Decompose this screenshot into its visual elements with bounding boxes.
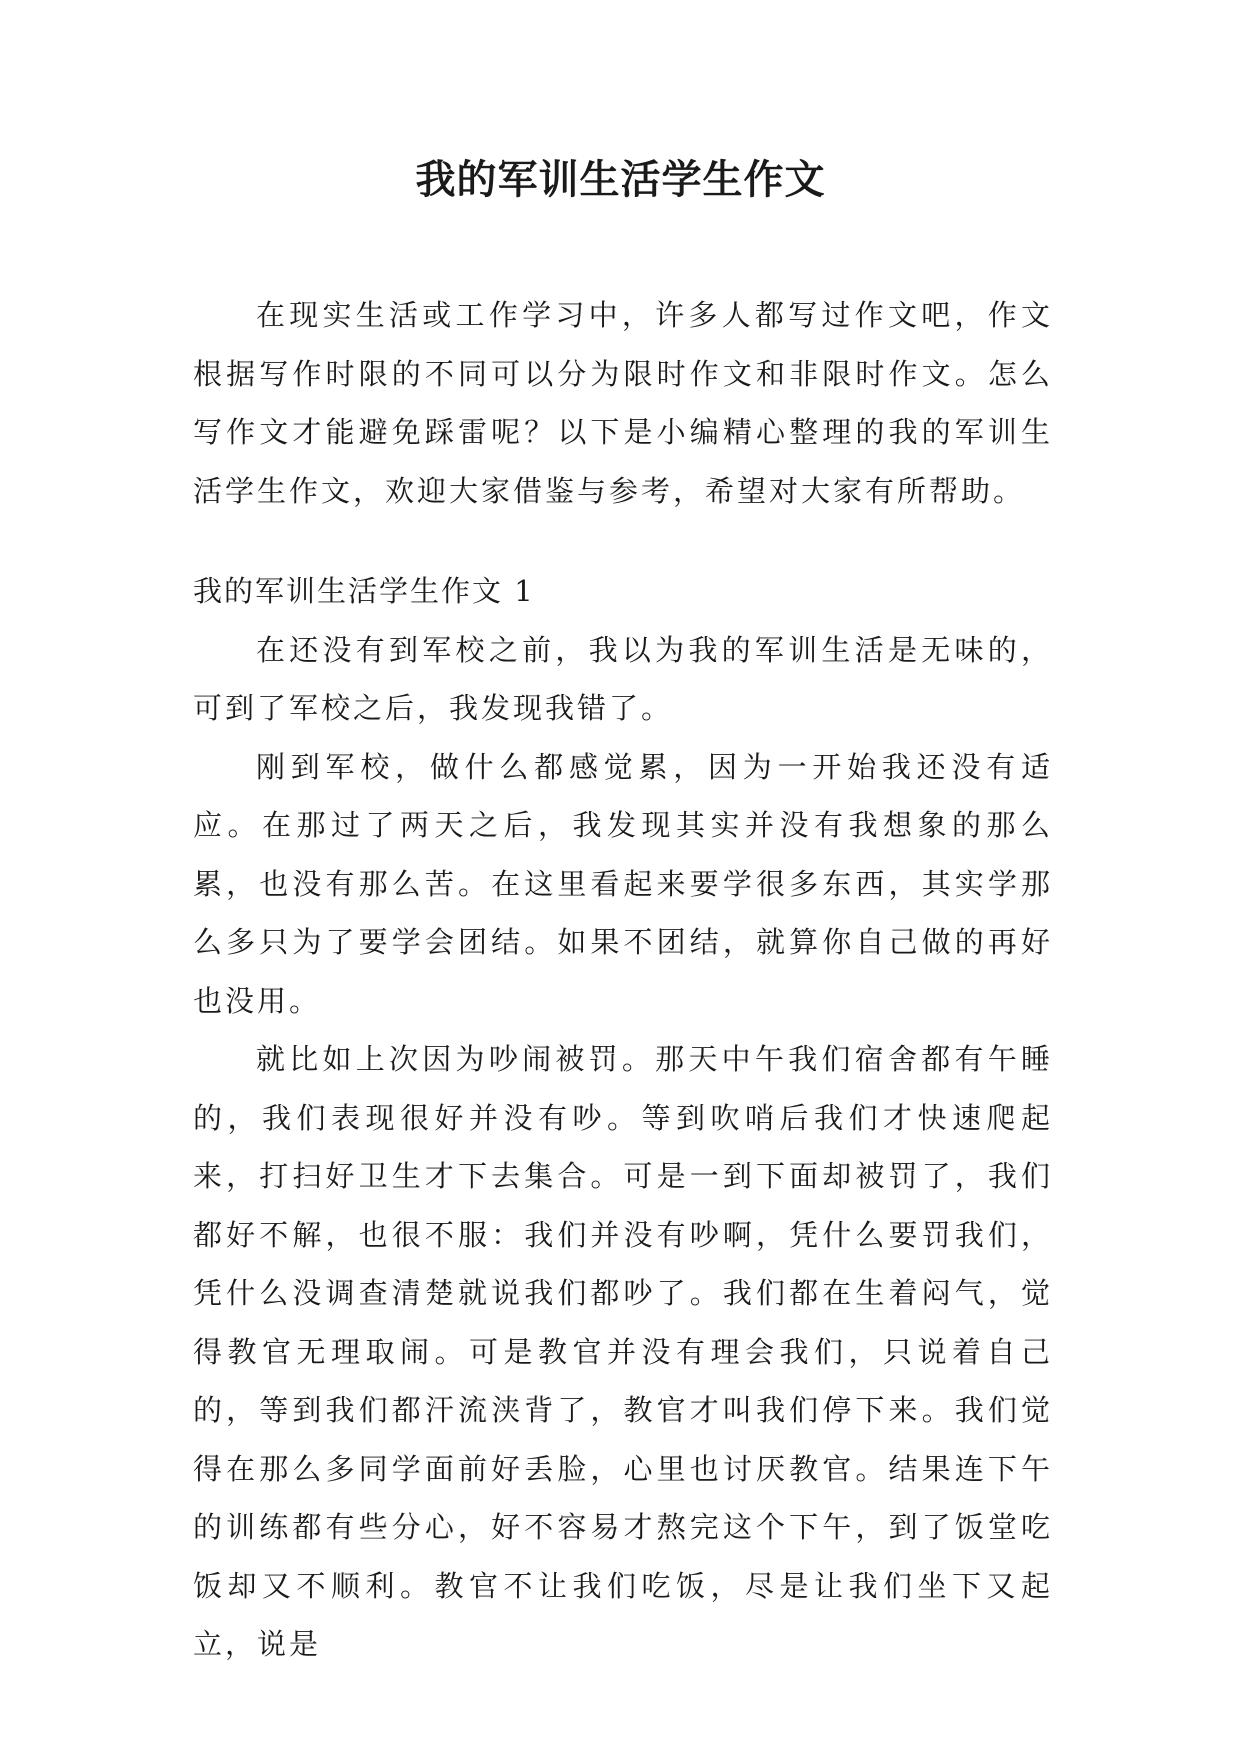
body-paragraph-2: 刚到军校，做什么都感觉累，因为一开始我还没有适应。在那过了两天之后，我发现其实并没有我想象的那么累，也没有那么苦。在这里看起来要学很多东西，其实学那么多只为了要学会团结。如果不团结，就算你自己做的再好也没用。 bbox=[193, 749, 1053, 1018]
body-paragraph-1: 在还没有到军校之前，我以为我的军训生活是无味的，可到了军校之后，我发现我错了。 bbox=[193, 632, 1053, 725]
section-heading: 我的军训生活学生作文 1 bbox=[193, 574, 535, 608]
intro-paragraph: 在现实生活或工作学习中，许多人都写过作文吧，作文根据写作时限的不同可以分为限时作文和非限时作文。怎么写作文才能避免踩雷呢？以下是小编精心整理的我的军训生活学生作文，欢迎大家借鉴与参考，希望对大家有所帮助。 bbox=[193, 298, 1053, 508]
body-paragraph-3: 就比如上次因为吵闹被罚。那天中午我们宿舍都有午睡的，我们表现很好并没有吵。等到吹哨后我们才快速爬起来，打扫好卫生才下去集合。可是一到下面却被罚了，我们都好不解，也很不服：我们并没有吵啊，凭什么要罚我们，凭什么没调查清楚就说我们都吵了。我们都在生着闷气，觉得教官无理取闹。可是教官并没有理会我们，只说着自己的，等到我们都汗流浃背了，教官才叫我们停下来。我们觉得在那么多同学面前好丢脸，心里也讨厌教官。结果连下午的训练都有些分心，好不容易才熬完这个下午，到了饭堂吃饭却又不顺利。教官不让我们吃饭，尽是让我们坐下又起立，说是 bbox=[193, 1042, 1053, 1661]
document-title: 我的军训生活学生作文 bbox=[415, 157, 826, 203]
document-body bbox=[193, 286, 1053, 1674]
